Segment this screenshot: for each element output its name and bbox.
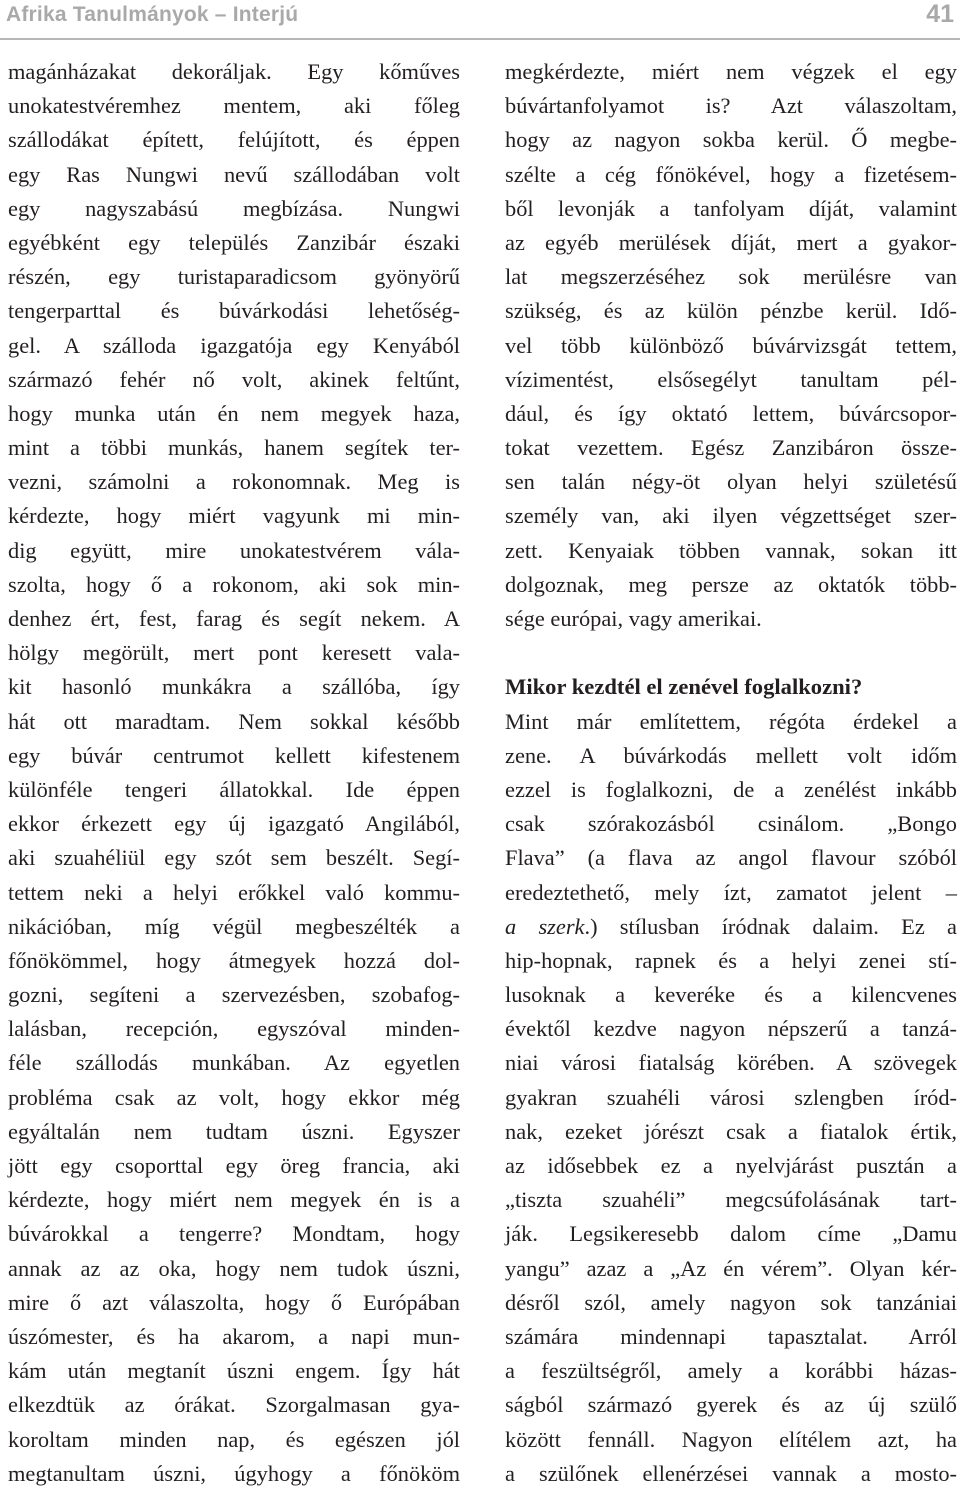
text-line: sen talán négy-öt olyan helyi születésű [505,469,957,495]
text-line: dolgoznak, meg persze az oktatók több- [505,571,957,597]
text-line: eredeztethető, mely ízt, zamatot jelent – [505,879,957,905]
text-line: Flava” (a flava az angol flavour szóból [505,845,957,871]
text-line: búvárokkal a tengerre? Mondtam, hogy [8,1221,460,1247]
text-line: személy van, aki ilyen végzettséget szer- [505,503,957,529]
text-line: koroltam minden nap, és egészen jól [8,1426,460,1452]
text-line: ják. Legsikeresebb dalom címe „Damu [505,1221,957,1247]
text-line: ből levonják a tanfolyam díját, valamint [505,195,957,221]
text-line: sége európai, vagy amerikai. [505,606,762,631]
text-line: hogy az nagyon sokba kerül. Ő megbe- [505,127,957,153]
text-line: niai városi fiatalság körében. A szövegek [505,1050,957,1076]
text-line: ekkor érkezett egy új igazgató Angilából, [8,811,460,837]
text-line: aki szuahéliül egy szót sem beszélt. Segí- [8,845,460,871]
text-line: magánházakat dekoráljak. Egy kőműves [8,59,460,84]
text-line: lusoknak a keveréke és a kilencvenes [505,982,957,1008]
header-title: Afrika Tanulmányok – Interjú [6,3,299,26]
text-line: zene. A búvárkodás mellett volt időm [505,742,957,768]
text-line: a feszültségről, amely a korábbi házas- [505,1358,957,1384]
text-line: mint a többi munkás, hanem segítek ter- [8,435,460,461]
text-line: hölgy megörült, mert pont keresett vala- [8,640,460,666]
text-line: szolta, hogy ő a rokonom, aki sok min- [8,571,460,597]
paragraph-spacer [505,636,957,670]
text-line: ságból származó gyerek és az új szülő [505,1392,957,1418]
text-line: ezzel is foglalkozni, de a zenélést inkább [505,776,957,802]
italic-editor-note: a szerk [505,913,585,939]
text-line: yangu” azaz a „Az én vérem”. Olyan kér- [505,1255,957,1281]
text-line: dig együtt, mire unokatestvérem vála- [8,537,460,563]
text-line: az egyéb merülések díját, mert a gyakor- [505,229,957,255]
text-line: megtanultam úszni, úgyhogy a főnököm [8,1460,460,1486]
text-line: zett. Kenyaiak többen vannak, sokan itt [505,537,957,563]
text-line: hát ott maradtam. Nem sokkal később [8,708,460,734]
text-line: unokatestvéremhez mentem, aki főleg [8,93,460,119]
text-line: egy nagyszabású megbízása. Nungwi [8,195,460,221]
text-line: jött egy csoporttal egy öreg francia, aki [8,1153,460,1178]
text-line: probléma csak az volt, hogy ekkor még [8,1084,460,1110]
text-line: kit hasonló munkákra a szállóba, így [8,674,460,700]
text-line: Mint már említettem, régóta érdekel a [505,708,957,734]
text-line: hogy munka után én nem megyek haza, [8,400,460,426]
text-line: egyébként egy település Zanzibár északi [8,229,460,255]
text-line: nak, ezeket jórészt csak a fiatalok értik, [505,1118,957,1144]
text-line: az idősebbek ez a nyelvjárást pusztán a [505,1153,957,1178]
interview-question-heading: Mikor kezdtél el zenével foglalkozni? [505,674,863,700]
text-line: évektől kezdve nagyon népszerű a tanzá- [505,1016,957,1042]
text-line: úszómester, és ha akarom, a napi mun- [8,1323,460,1349]
text-line: egy búvár centrumot kellett kifestenem [8,742,460,768]
text-line-with-italic [505,910,957,944]
left-text-column [8,55,460,1491]
text-line: búvártanfolyamot is? Azt válaszoltam, [505,93,957,119]
text-line: hip-hopnak, rapnek és a helyi zenei stí- [505,947,957,973]
text-line: egyáltalán nem tudtam úszni. Egyszer [8,1118,460,1144]
text-line: gozni, segíteni a szervezésben, szobafog- [8,982,460,1008]
text-line: tokat vezettem. Egész Zanzibáron össze- [505,435,957,461]
text-line: részén, egy turistaparadicsom gyönyörű [8,264,460,290]
text-line: elkezdtük az órákat. Szorgalmasan gya- [8,1392,460,1418]
text-line: gyakran szuahéli városi szlengben íród- [505,1084,957,1110]
page-number: 41 [926,0,954,28]
text-line: kám után megtanít úszni engem. Így hát [8,1358,460,1384]
text-line: szélte a cég főnökével, hogy a fizetésem- [505,161,957,187]
text-line: vízimentést, elsősegélyt tanultam pél- [505,366,957,392]
text-line: szükség, és az külön pénzbe kerül. Idő- [505,298,957,324]
text-line: főnökömmel, hogy átmegyek hozzá dol- [8,947,460,973]
text-line: mire ő azt válaszolta, hogy ő Európában [8,1289,460,1315]
text-line: tengerparttal és búvárkodási lehetőség- [8,298,460,324]
text-line: vezni, számolni a rokonomnak. Meg is [8,469,460,495]
text-line: gel. A szálloda igazgatója egy Kenyából [8,332,460,358]
text-line: egy Ras Nungwi nevű szállodában volt [8,161,460,187]
text-line: szállodákat épített, felújított, és éppen [8,127,460,153]
text-line: féle szállodás munkában. Az egyetlen [8,1050,460,1076]
text-line: csak szórakozásból csinálom. „Bongo [505,811,957,837]
right-text-column [505,55,957,1491]
text-line: kérdezte, hogy miért vagyunk mi min- [8,503,460,529]
text-line: lalásban, recepción, egyszóval minden- [8,1016,460,1042]
text-line: a szülőnek ellenérzései vannak a mosto- [505,1460,957,1486]
text-line: „tiszta szuahéli” megcsúfolásának tart- [505,1187,957,1213]
text-line: désről szól, amely nagyon sok tanzániai [505,1289,957,1315]
running-header [0,0,960,40]
text-line: lat megszerzéséhez sok merülésre van [505,264,957,290]
text-line: számára mindennapi tapasztalat. Arról [505,1323,957,1349]
text-line: tettem neki a helyi erőkkel való kommu- [8,879,460,905]
text-line: között fennáll. Nagyon elítélem azt, ha [505,1426,957,1452]
text-line: annak az az oka, hogy nem tudok úszni, [8,1255,460,1281]
text-line: kérdezte, hogy miért nem megyek én is a [8,1187,460,1213]
text-line: megkérdezte, miért nem végzek el egy [505,59,957,84]
text-line: nikációban, míg végül megbeszélték a [8,913,460,939]
text-line: származó fehér nő volt, akinek feltűnt, [8,366,460,392]
text-line: dául, és így oktató lettem, búvárcsopor- [505,400,957,426]
text-line: denhez ért, fest, farag és segít nekem. A [8,606,460,631]
text-line: különféle tengeri állatokkal. Ide éppen [8,776,460,802]
text-line: vel több különböző búvárvizsgát tettem, [505,332,957,358]
text-line-rest: .) stílusban íródnak dalaim. Ez a [584,913,957,939]
